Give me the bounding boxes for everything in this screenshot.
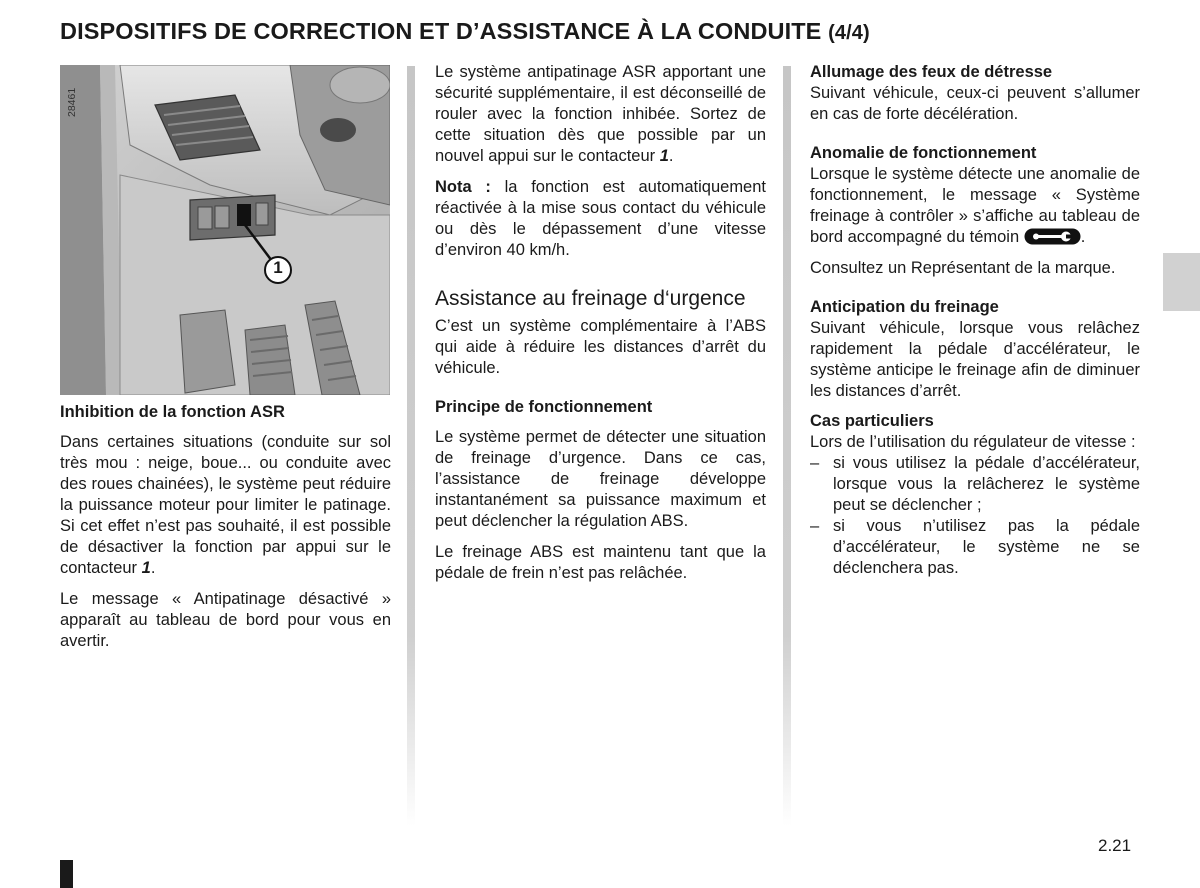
- asr-warning-paragraph: [435, 62, 766, 167]
- special-cases-list: [810, 453, 1140, 579]
- list-item: – si vous utilisez la pédale d’accélérateur, lorsque vous la relâcherez le système peut se déclencher ;: [810, 453, 1140, 516]
- malfunction-subheading: Anomalie de fonctionnement: [810, 144, 1037, 162]
- malfunction-paragraph: [810, 164, 1140, 248]
- emergency-braking-heading: Assistance au freinage d‘urgence: [435, 287, 746, 310]
- section-tab: [1163, 253, 1200, 311]
- principle-subheading: Principe de fonctionnement: [435, 398, 653, 416]
- hazard-paragraph: Suivant véhicule, ceux-ci peuvent s’allumer en cas de forte décélération.: [810, 84, 1140, 123]
- switch-ref: 1: [659, 147, 669, 165]
- middle-column: [435, 62, 766, 594]
- figure-code: 28461: [66, 87, 78, 118]
- right-column: [810, 62, 1140, 579]
- asr-text: Dans certaines situations (conduite sur sol très mou : neige, boue... ou conduite avec des roues chainées), le système peut réduire la puissance moteur pour limiter le patinage. Si cet effet n’est pas souhaité, il est possible de désactiver la fonction par appui sur le contacteur: [60, 433, 391, 577]
- dashboard-illustration: [60, 65, 390, 395]
- dashboard-drawing: [60, 65, 390, 395]
- emergency-intro: C’est un système complémentaire à l’ABS qui aide à réduire les distances d’arrêt du véhicule.: [435, 317, 766, 377]
- page-number: 2.21: [1098, 836, 1132, 855]
- left-column: [60, 402, 391, 662]
- anticipation-paragraph: Suivant véhicule, lorsque vous relâchez rapidement la pédale d’accélérateur, le système anticipe le freinage afin de diminuer les distances d’arrêt.: [810, 319, 1140, 400]
- hazard-subheading: Allumage des feux de détresse: [810, 63, 1053, 81]
- asr-text-end: .: [150, 559, 156, 577]
- asr-paragraph-2: Le message « Antipatinage désactivé » apparaît au tableau de bord pour vous en avertir.: [60, 590, 391, 650]
- switch-ref: 1: [141, 559, 151, 577]
- page-marker: [60, 860, 73, 888]
- warning-text: Le système antipatinage ASR apportant une sécurité supplémentaire, il est déconseillé de rouler avec la fonction inhibée. Sortez de cette situation dès que possible par un nouvel appui sur le contacteur: [435, 63, 766, 165]
- anticipation-subheading: Anticipation du freinage: [810, 298, 999, 316]
- section-title-asr: Inhibition de la fonction ASR: [60, 403, 285, 421]
- column-divider-2: [783, 66, 791, 826]
- malfunction-text-end: .: [1080, 228, 1086, 246]
- consult-paragraph: Consultez un Représentant de la marque.: [810, 259, 1116, 277]
- malfunction-text: Lorsque le système détecte une anomalie de fonctionnement, le message « Système freinage à contrôler » s’affiche au tableau de bord accompagné du témoin: [810, 165, 1140, 246]
- warning-text-end: .: [668, 147, 674, 165]
- nota-text: la fonction est automatiquement réactivée à la mise sous contact du véhicule ou dès le dépassement d’une vitesse d’environ 40 km/h.: [435, 178, 766, 259]
- abs-paragraph: Le freinage ABS est maintenu tant que la pédale de frein n’est pas relâchée.: [435, 543, 766, 582]
- principle-paragraph: Le système permet de détecter une situation de freinage d’urgence. Dans ce cas, l’assistance de freinage développe instantanément sa puissance maximum et peut déclencher la régulation ABS.: [435, 428, 766, 530]
- list-item: – si vous n’utilisez pas la pédale d’accélérateur, le système ne se déclenchera pas.: [810, 516, 1140, 579]
- page-title: [60, 18, 1160, 45]
- special-cases-subheading: Cas particuliers: [810, 412, 934, 430]
- column-divider-1: [407, 66, 415, 826]
- wrench-warning-icon: [1024, 228, 1081, 245]
- nota-label: Nota :: [435, 178, 491, 196]
- callout-label: 1: [273, 258, 283, 277]
- asr-paragraph-1: [60, 432, 391, 579]
- page-title-part: (4/4): [828, 22, 870, 44]
- nota-paragraph: [435, 177, 766, 261]
- page-title-text: DISPOSITIFS DE CORRECTION ET D’ASSISTANCE À LA CONDUITE: [60, 18, 822, 44]
- special-cases-intro: Lors de l’utilisation du régulateur de vitesse :: [810, 433, 1136, 451]
